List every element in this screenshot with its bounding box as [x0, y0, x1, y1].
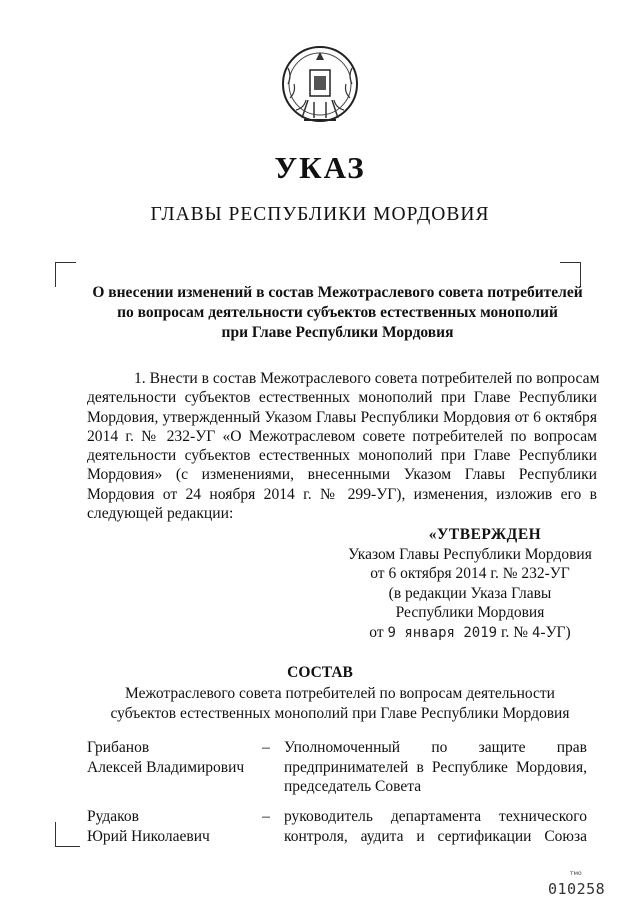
role-line: Уполномоченный по защите прав — [284, 739, 587, 756]
approval-date-handwritten: 9 января 2019 — [387, 624, 498, 641]
decree-body — [87, 369, 600, 523]
approval-number-suffix: -УГ) — [540, 623, 571, 641]
role-line: председатель Совета — [284, 778, 422, 795]
republic-emblem — [278, 40, 362, 132]
member-name — [87, 807, 257, 846]
approval-line: от 6 октября 2014 г. № 232-УГ — [370, 565, 570, 582]
decree-heading — [85, 283, 590, 343]
member-role — [284, 738, 587, 797]
body-line: деятельности субъектов естественных монополий при Главе Республики — [87, 447, 597, 465]
heading-line: О внесении изменений в состав Межотраслевого совета потребителей — [92, 284, 583, 301]
composition-subtitle-line: субъектов естественных монополий при Главе Республики Мордовия — [110, 704, 570, 722]
approval-number-handwritten: 4 — [531, 624, 541, 641]
approval-title: «УТВЕРЖДЕН — [428, 526, 542, 543]
body-line: Мордовия, утвержденный Указом Главы Республики Мордовия от 6 октября — [87, 408, 597, 426]
registration-number: 010258 — [548, 880, 606, 898]
corner-mark-bottom-left — [55, 822, 80, 847]
body-line: деятельности субъектов естественных монополий при Главе Республики — [87, 389, 597, 407]
role-line: контроля, аудита и сертификации Союза — [284, 827, 587, 845]
composition-subtitle-line: Межотраслевого совета потребителей по вопросам деятельности — [125, 685, 555, 702]
member-dash: – — [262, 808, 270, 825]
document-subtitle: ГЛАВЫ РЕСПУБЛИКИ МОРДОВИЯ — [150, 204, 490, 225]
approval-date-line — [340, 623, 600, 644]
approval-line: (в редакции Указа Главы — [388, 584, 552, 602]
body-line: 2014 г. № 232-УГ «О Межотраслевом совете потребителей по вопросам — [87, 427, 597, 445]
member-surname: Грибанов — [87, 739, 150, 756]
approval-line: Указом Главы Республики Мордовия — [348, 545, 592, 563]
member-given-name: Юрий Николаевич — [87, 827, 210, 845]
approval-stamp — [340, 525, 600, 643]
body-line: Мордовия от 24 ноября 2014 г. № 299-УГ), изменения, изложив его в — [87, 485, 597, 503]
composition-subtitle — [90, 684, 590, 723]
role-line: руководитель департамента технического — [284, 808, 587, 825]
approval-date-prefix: от — [369, 623, 384, 641]
body-line: 1. Внести в состав Межотраслевого совета потребителей по вопросам — [134, 370, 600, 387]
document-title: УКАЗ — [274, 150, 366, 185]
composition-title: СОСТАВ — [287, 664, 353, 681]
member-name — [87, 738, 257, 777]
registration-mark: тмо — [570, 870, 582, 877]
member-dash: – — [262, 739, 270, 756]
member-given-name: Алексей Владимирович — [87, 758, 245, 776]
role-line: предпринимателей в Республике Мордовия, — [284, 758, 587, 776]
member-role — [284, 807, 587, 846]
approval-date-mid: г. № — [500, 623, 529, 641]
approval-line: Республики Мордовия — [395, 604, 545, 621]
body-line: Мордовия» (с изменениями, внесенными Указом Главы Республики — [87, 466, 597, 484]
heading-line: по вопросам деятельности субъектов естественных монополий — [117, 304, 558, 321]
body-line: следующей редакции: — [87, 505, 234, 523]
member-surname: Рудаков — [87, 808, 139, 825]
corner-mark-top-left — [55, 262, 76, 287]
heading-line: при Главе Республики Мордовия — [221, 324, 454, 341]
